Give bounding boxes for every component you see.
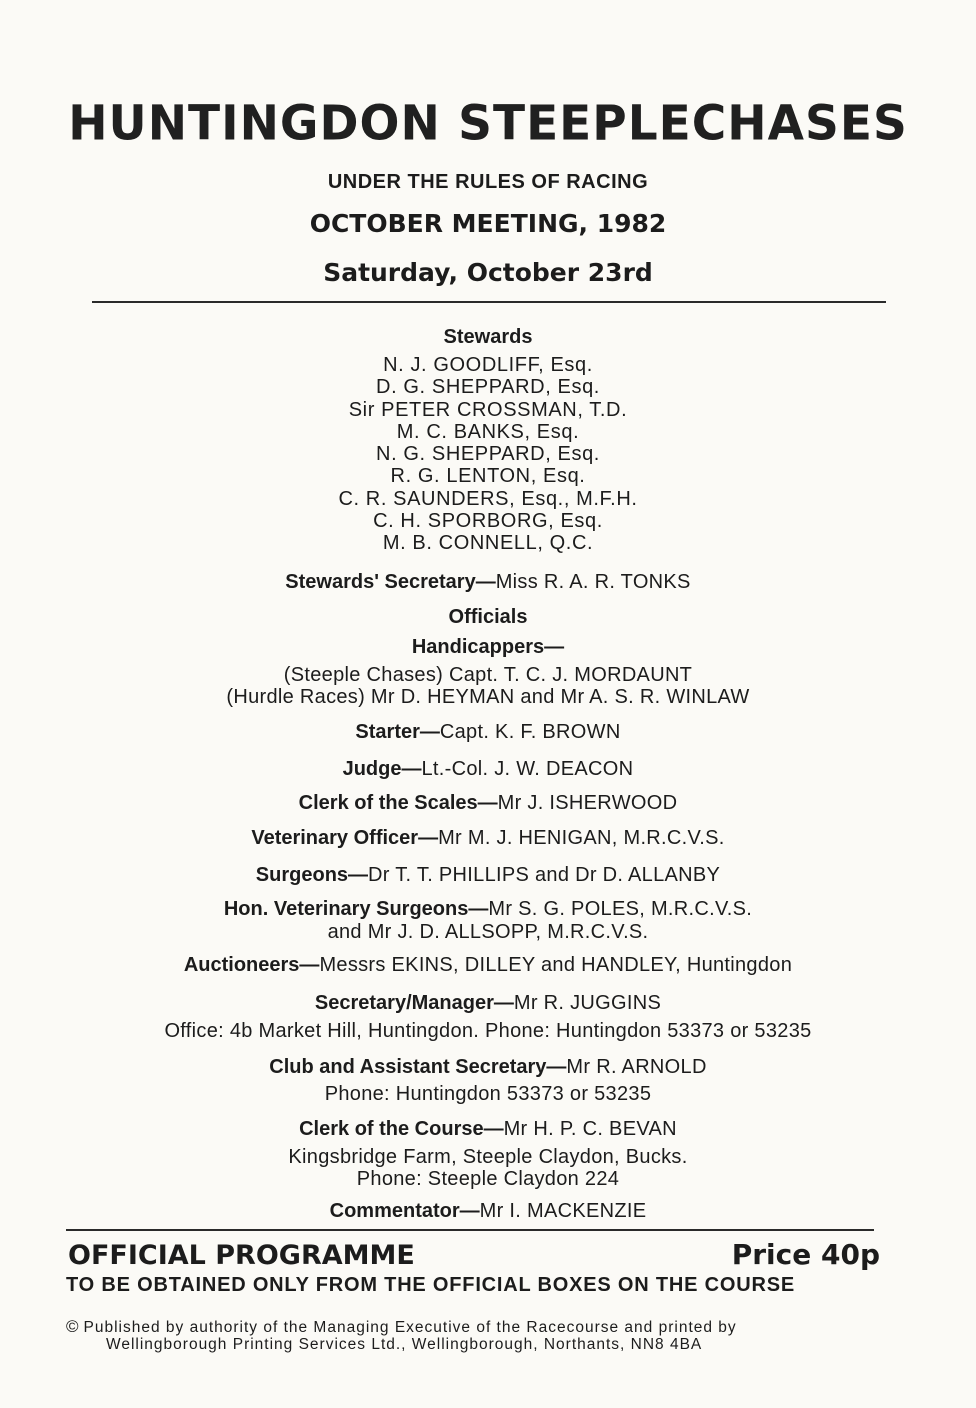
club-phone: Phone: Huntingdon 53373 or 53235 <box>324 1083 652 1105</box>
steward-name: R. G. LENTON, Esq. <box>390 465 586 488</box>
veterinary-officer-name: Mr M. J. HENIGAN, M.R.C.V.S. <box>438 827 725 849</box>
judge-name: Lt.-Col. J. W. DEACON <box>421 758 634 780</box>
bottom-divider <box>66 1229 874 1231</box>
subtitle: UNDER THE RULES OF RACING <box>327 171 649 193</box>
steward-name: C. R. SAUNDERS, Esq., M.F.H. <box>338 487 638 510</box>
commentator <box>0 1200 976 1223</box>
clerk-of-course-name: Mr H. P. C. BEVAN <box>503 1118 677 1140</box>
steward-name: Sir PETER CROSSMAN, T.D. <box>348 398 628 421</box>
veterinary-officer <box>0 827 976 850</box>
judge-label: Judge— <box>342 758 422 780</box>
official-programme-label: OFFICIAL PROGRAMME <box>68 1240 415 1271</box>
club-secretary <box>0 1056 976 1079</box>
meeting-name: OCTOBER MEETING, 1982 <box>309 209 667 238</box>
clerk-of-course-address: Kingsbridge Farm, Steeple Claydon, Bucks. <box>288 1146 688 1168</box>
clerk-of-scales-label: Clerk of the Scales— <box>298 792 498 814</box>
steward-name: M. C. BANKS, Esq. <box>396 420 580 443</box>
judge <box>0 758 976 781</box>
handicappers-heading: Handicappers— <box>411 636 565 658</box>
hon-veterinary-surgeons-label: Hon. Veterinary Surgeons— <box>223 898 489 920</box>
clerk-of-course-label: Clerk of the Course— <box>299 1118 504 1140</box>
stewards-heading: Stewards <box>443 326 533 348</box>
club-secretary-name: Mr R. ARNOLD <box>566 1056 707 1078</box>
steward-name: N. J. GOODLIFF, Esq. <box>383 354 593 376</box>
top-divider <box>92 301 886 303</box>
stewards-secretary <box>0 571 976 594</box>
veterinary-officer-label: Veterinary Officer— <box>251 827 439 849</box>
steward-name: N. G. SHEPPARD, Esq. <box>376 443 600 466</box>
stewards-secretary-label: Stewards' Secretary— <box>285 571 496 593</box>
clerk-of-scales <box>0 792 976 815</box>
clerk-of-course-phone: Phone: Steeple Claydon 224 <box>356 1168 620 1190</box>
steward-name: M. B. CONNELL, Q.C. <box>382 532 594 555</box>
published-line-1: Published by authority of the Managing Executive of the Racecourse and printed by <box>83 1319 737 1336</box>
secretary-manager-label: Secretary/Manager— <box>314 992 514 1014</box>
auctioneers-label: Auctioneers— <box>183 954 320 976</box>
copyright-symbol: © <box>66 1317 80 1336</box>
officials-heading: Officials <box>448 606 528 628</box>
clerk-of-course <box>0 1118 976 1141</box>
page-title: HUNTINGDON STEEPLECHASES <box>68 95 908 152</box>
steward-name: D. G. SHEPPARD, Esq. <box>376 376 600 399</box>
starter-label: Starter— <box>355 721 440 743</box>
handicappers-hurdle: (Hurdle Races) Mr D. HEYMAN and Mr A. S. R. WINLAW <box>226 686 750 708</box>
published-line-2: Wellingborough Printing Services Ltd., Wellingborough, Northants, NN8 4BA <box>106 1336 703 1353</box>
club-secretary-label: Club and Assistant Secretary— <box>269 1056 567 1078</box>
handicappers-steeple: (Steeple Chases) Capt. T. C. J. MORDAUNT <box>283 664 693 686</box>
steward-name: C. H. SPORBORG, Esq. <box>373 510 603 533</box>
commentator-label: Commentator— <box>329 1200 480 1222</box>
stewards-list <box>0 354 976 555</box>
starter-name: Capt. K. F. BROWN <box>439 721 621 743</box>
secretary-manager <box>0 992 976 1015</box>
office-address: Office: 4b Market Hill, Huntingdon. Phone: Huntingdon 53373 or 53235 <box>164 1020 812 1042</box>
surgeons-label: Surgeons— <box>255 864 369 886</box>
hon-veterinary-surgeons <box>0 898 976 921</box>
secretary-manager-name: Mr R. JUGGINS <box>513 992 662 1014</box>
auctioneers <box>0 954 976 977</box>
stewards-secretary-name: Miss R. A. R. TONKS <box>495 571 691 593</box>
surgeons-name: Dr T. T. PHILLIPS and Dr D. ALLANBY <box>368 864 721 886</box>
commentator-name: Mr I. MACKENZIE <box>479 1200 647 1222</box>
auctioneers-name: Messrs EKINS, DILLEY and HANDLEY, Huntingdon <box>319 954 793 976</box>
hon-veterinary-surgeons-second: and Mr J. D. ALLSOPP, M.R.C.V.S. <box>327 921 649 943</box>
publisher-notice <box>66 1318 737 1353</box>
starter <box>0 721 976 744</box>
hon-veterinary-surgeons-name: Mr S. G. POLES, M.R.C.V.S. <box>488 898 753 920</box>
official-boxes-note: TO BE OBTAINED ONLY FROM THE OFFICIAL BOXES ON THE COURSE <box>66 1274 795 1296</box>
clerk-of-scales-name: Mr J. ISHERWOOD <box>497 792 678 814</box>
programme-price: Price 40p <box>731 1238 880 1271</box>
meeting-date: Saturday, October 23rd <box>323 258 653 287</box>
surgeons <box>0 864 976 887</box>
